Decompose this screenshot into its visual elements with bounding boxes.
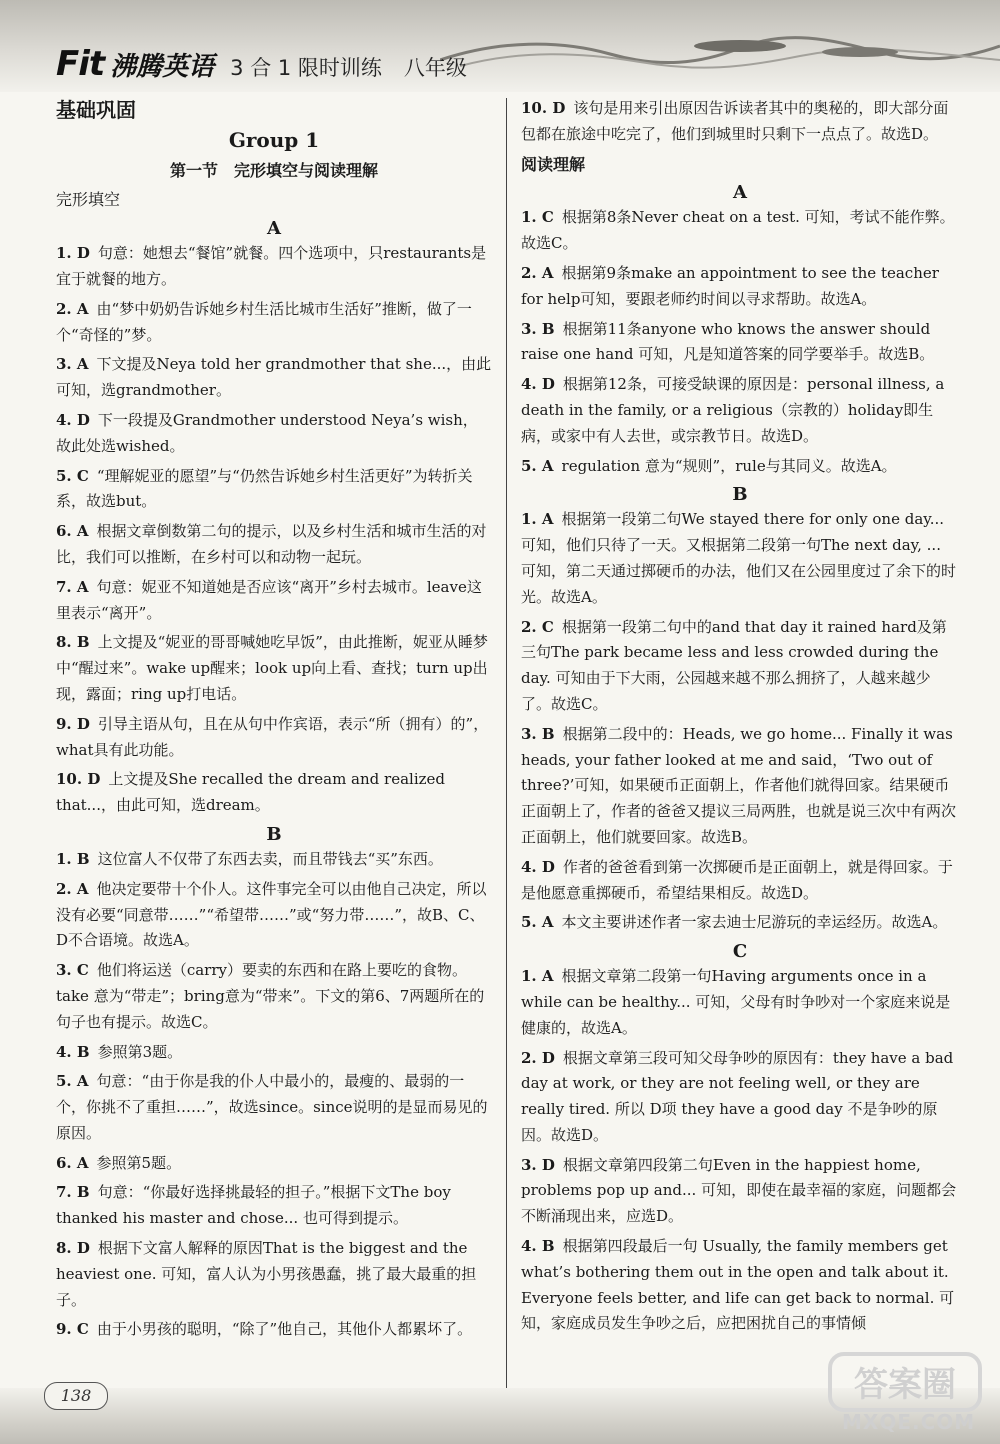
answer-explanation: 这位富人不仅带了东西去卖，而且带钱去“买”东西。 <box>97 849 443 868</box>
answer-item <box>521 615 959 718</box>
part-label: A <box>267 218 281 240</box>
answer-number: 7. A <box>56 577 89 596</box>
answer-number: 4. D <box>521 857 555 876</box>
right-column <box>521 96 959 1341</box>
answer-number: 5. A <box>56 1072 89 1091</box>
watermark-cn-text: 答案圈 <box>854 1365 956 1405</box>
answer-explanation: 上文提及She recalled the dream and realized that...，由此可知，选dream。 <box>56 770 446 815</box>
answer-number: 8. D <box>56 1239 90 1258</box>
answer-explanation: 句意：妮亚不知道她是否应该“离开”乡村去城市。leave这里表示“离开”。 <box>56 577 482 622</box>
answer-number: 10. D <box>56 770 101 789</box>
answer-item <box>56 575 492 627</box>
answer-explanation: 根据第12条，可接受缺课的原因是：personal illness, a death in the family, or a religious（宗教的）holiday即生病，或家中有人去世，或宗教节日。故选D。 <box>521 375 945 445</box>
answer-explanation: 根据文章第四段第二句Even in the happiest home, problems pop up and... 可知，即使在最幸福的家庭，问题都会不断涌现出来，应选D。 <box>521 1155 957 1226</box>
answer-explanation: 根据第8条Never cheat on a test. 可知，考试不能作弊。故选C。 <box>521 208 955 253</box>
answer-explanation: 根据下文富人解释的原因That is the biggest and the heaviest one. 可知，富人认为小男孩愚蠢，挑了最大最重的担子。 <box>56 1239 477 1309</box>
answer-number: 3. B <box>521 319 555 338</box>
answer-item <box>56 958 492 1035</box>
answer-item <box>56 1151 492 1177</box>
answer-explanation: 根据文章倒数第二句的提示，以及乡村生活和城市生活的对比，我们可以推断，在乡村可以和动物一起玩。 <box>56 522 487 566</box>
answer-explanation: 引导主语从句，且在从句中作宾语，表示“所（拥有）的”，what具有此功能。 <box>56 714 489 759</box>
answer-explanation: 参照第3题。 <box>97 1042 183 1061</box>
answer-number: 1. A <box>521 510 554 529</box>
answer-number: 6. A <box>56 522 89 541</box>
answer-explanation: 句意：“你最好选择挑最轻的担子。”根据下文The boy thanked his master and chose... 也可得到提示。 <box>56 1183 451 1228</box>
cloze-heading: 完形填空 <box>56 190 121 210</box>
answer-number: 2. C <box>521 617 554 636</box>
answer-item <box>56 1236 492 1313</box>
answer-item <box>56 352 492 404</box>
answer-number: 5. A <box>521 913 554 932</box>
answer-explanation: 他决定要带十个仆人。这件事完全可以由他自己决定，所以没有必要“同意带……”“希望带……”或“努力带……”，故B、C、D不合语境。故选A。 <box>56 879 487 950</box>
answer-explanation: 根据文章第三段可知父母争吵的原因有：they have a bad day at work, or they are not feeling well, or they are really tired. 所以 D项 they have a good day 不是争吵的原因。故选D。 <box>521 1048 954 1144</box>
answer-explanation: 根据文章第二段第一句Having arguments once in a while can be healthy... 可知，父母有时争吵对一个家庭来说是健康的，故选A。 <box>521 967 951 1037</box>
answer-explanation: 根据第11条anyone who knows the answer should raise one hand 可知，凡是知道答案的同学要举手。故选B。 <box>521 319 935 364</box>
answer-item <box>56 630 492 707</box>
answer-number: 4. D <box>521 375 555 394</box>
answer-item <box>521 1234 959 1337</box>
answer-explanation: “理解妮亚的愿望”与“仍然告诉她乡村生活更好”为转折关系，故选but。 <box>56 466 473 511</box>
book-subtitle: 3 合 1 限时训练 <box>230 56 382 80</box>
answer-item <box>56 877 492 954</box>
wave-decoration-icon <box>440 30 1000 70</box>
answer-item <box>56 408 492 460</box>
answer-item <box>56 464 492 516</box>
part-label: A <box>733 182 747 204</box>
answer-item <box>521 205 959 257</box>
answer-number: 3. A <box>56 355 89 374</box>
answer-explanation: 根据第四段最后一句 Usually, the family members get what’s bothering them out in the open and talk about it. Everyone feels better, and life can get back to normal. 可知，家庭成员发生争吵之后，应把困扰自己的事情倾 <box>521 1237 955 1333</box>
answer-explanation: 根据第9条make an appointment to see the teacher for help可知，要跟老师约时间以寻求帮助。故选A。 <box>521 263 939 308</box>
answer-explanation: regulation 意为“规则”，rule与其同义。故选A。 <box>561 456 897 475</box>
section-title: 第一节 完形填空与阅读理解 <box>169 160 378 180</box>
watermark-url: MXQE.COM <box>842 1410 976 1434</box>
answer-item <box>521 507 959 610</box>
brand-fit-logo: Fit <box>56 44 105 84</box>
answer-number: 9. C <box>56 1320 89 1339</box>
answer-number: 10. D <box>521 99 566 117</box>
answer-number: 2. A <box>521 263 554 282</box>
answer-number: 1. C <box>521 208 554 227</box>
answer-number: 3. B <box>521 724 555 743</box>
answer-explanation: 作者的爸爸看到第一次掷硬币是正面朝上，就是得回家。于是他愿意重掷硬币，希望结果相反。故选D。 <box>521 857 953 902</box>
brand <box>56 44 467 84</box>
answer-number: 1. B <box>56 849 90 868</box>
answer-item <box>56 1069 492 1146</box>
answer-item <box>521 96 959 148</box>
answer-explanation: 该句是用来引出原因告诉读者其中的奥秘的，即大部分面包都在旅途中吃完了，他们到城里时只剩下一点点了。故选D。 <box>521 99 949 143</box>
answer-number: 7. B <box>56 1183 90 1202</box>
answer-item <box>56 712 492 764</box>
answer-item <box>521 454 959 480</box>
page-number: 138 <box>44 1382 108 1410</box>
answer-number: 5. C <box>56 466 89 485</box>
part-label: B <box>266 823 282 845</box>
part-label: B <box>732 484 748 506</box>
answer-item <box>56 1040 492 1066</box>
answer-item <box>521 372 959 449</box>
answer-number: 8. B <box>56 633 90 652</box>
answer-number: 2. D <box>521 1048 555 1067</box>
answer-number: 6. A <box>56 1153 89 1172</box>
answer-number: 4. D <box>56 410 90 429</box>
answer-explanation: 上文提及“妮亚的哥哥喊她吃早饭”，由此推断，妮亚从睡梦中“醒过来”。wake up醒来；look up向上看、查找；turn up出现，露面；ring up打电话。 <box>56 633 488 703</box>
answer-item <box>521 855 959 907</box>
answer-explanation: 句意：“由于你是我的仆人中最小的，最瘦的、最弱的一个，你挑不了重担……”，故选since。since说明的是显而易见的原因。 <box>56 1072 488 1142</box>
answer-explanation: 下一段提及Grandmother understood Neya’s wish，故此处选wished。 <box>56 410 478 455</box>
left-column <box>56 96 492 1347</box>
answer-explanation: 根据第二段中的：Heads, we go home... Finally it was heads, your father looked at me and said，‘Two out of three?’可知，如果硬币正面朝上，作者他们就得回家。结果硬币正面朝上了，作者的爸爸又提议三局两胜，也就是说三次中有两次正面朝上，他们就要回家。故选B。 <box>521 724 957 846</box>
answer-item <box>521 261 959 313</box>
answer-number: 2. A <box>56 299 89 318</box>
answer-explanation: 根据第一段第二句We stayed there for only one day... 可知，他们只待了一天。又根据第二段第一句The next day, ... 可知，第二天通过掷硬币的办法，他们又在公园里度过了余下的时光。故选A。 <box>521 510 957 606</box>
answer-item <box>56 519 492 571</box>
part-label: C <box>732 941 748 963</box>
answer-explanation: 参照第5题。 <box>96 1153 182 1172</box>
answer-number: 1. A <box>521 967 554 986</box>
answer-explanation: 本文主要讲述作者一家去迪士尼游玩的幸运经历。故选A。 <box>561 913 948 932</box>
answer-item <box>521 317 959 369</box>
answer-item <box>56 1180 492 1232</box>
answer-number: 9. D <box>56 714 90 733</box>
right-top-items <box>521 96 959 148</box>
answer-number: 4. B <box>56 1042 90 1061</box>
answer-number: 5. A <box>521 456 554 475</box>
answer-explanation: 下文提及Neya told her grandmother that she...，由此可知，选grandmother。 <box>56 355 492 400</box>
answer-explanation: 根据第一段第二句中的and that day it rained hard及第三句The park became less and less crowded during the day. 可知由于下大雨，公园越来越不那么拥挤了，人越来越少了。故选C。 <box>521 617 947 713</box>
brand-name: 沸腾英语 <box>110 52 215 82</box>
answer-number: 4. B <box>521 1237 555 1256</box>
answer-number: 2. A <box>56 879 89 898</box>
answer-item <box>521 1153 959 1230</box>
answer-explanation: 由于小男孩的聪明，“除了”他自己，其他仆人都累坏了。 <box>96 1320 473 1339</box>
reading-heading: 阅读理解 <box>521 154 586 174</box>
answer-item <box>521 910 959 936</box>
book-grade: 八年级 <box>403 56 467 80</box>
answer-number: 3. C <box>56 961 89 980</box>
answer-item <box>521 964 959 1041</box>
group-title: Group 1 <box>228 127 320 152</box>
answer-number: 1. D <box>56 244 90 263</box>
page-header <box>0 0 1000 92</box>
answer-explanation: 由“梦中奶奶告诉她乡村生活比城市生活好”推断，做了一个“奇怪的”梦。 <box>56 299 472 344</box>
answer-item <box>521 1046 959 1149</box>
answer-item <box>56 847 492 873</box>
answer-number: 3. D <box>521 1155 555 1174</box>
right-parts <box>521 181 959 1337</box>
answer-explanation: 句意：她想去“餐馆”就餐。四个选项中，只restaurants是宜于就餐的地方。 <box>56 244 487 288</box>
column-divider <box>506 98 507 1388</box>
answer-item <box>56 767 492 819</box>
answer-explanation: 他们将运送（carry）要卖的东西和在路上要吃的食物。take 意为“带走”；bring意为“带来”。下文的第6、7两题所在的句子也有提示。故选C。 <box>56 961 485 1031</box>
answer-item <box>56 241 492 293</box>
answer-item <box>56 1317 492 1343</box>
answer-item <box>56 297 492 349</box>
left-parts <box>56 217 492 1343</box>
answer-item <box>521 722 959 851</box>
section-heading: 基础巩固 <box>56 98 136 122</box>
